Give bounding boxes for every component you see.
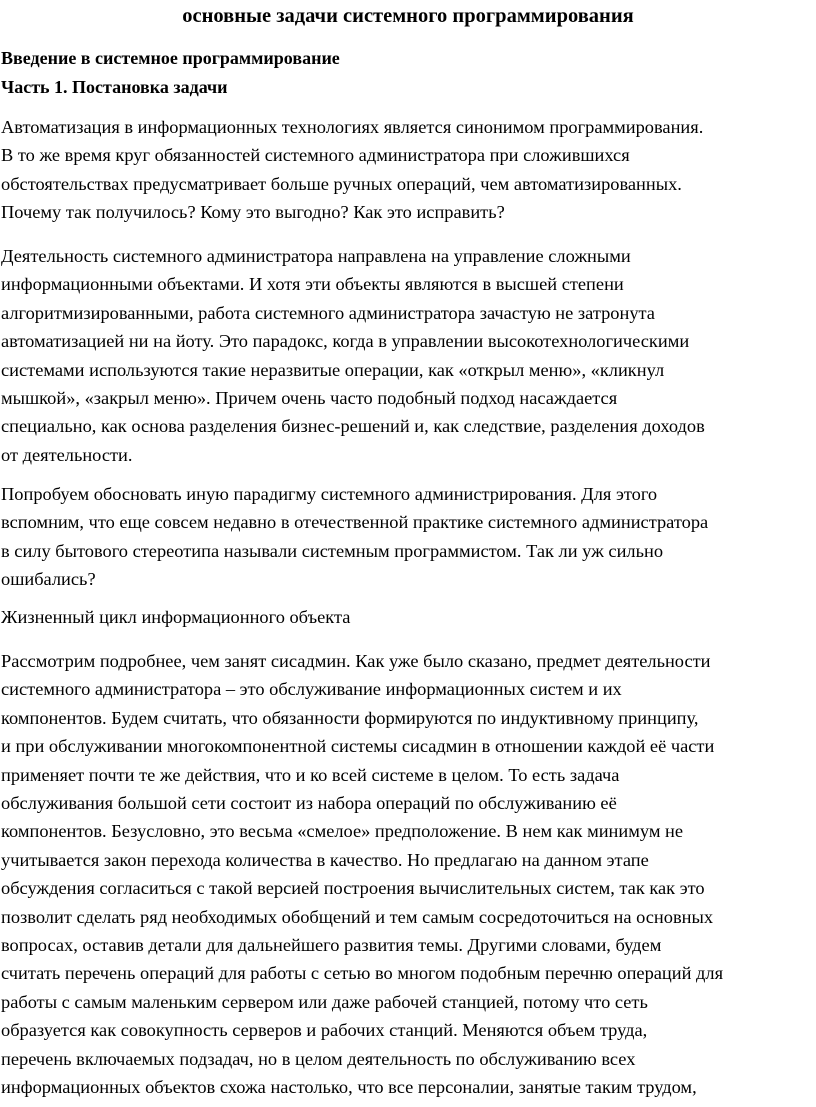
text-line: обстоятельствах предусматривает больше ручных операций, чем автоматизированных.: [1, 173, 682, 194]
text-line: Попробуем обосновать иную парадигму системного администрирования. Для этого: [1, 484, 658, 504]
text-line: обслуживания большой сети состоит из набора операций по обслуживанию её: [1, 793, 617, 814]
paragraph-admin-activity: [1, 242, 814, 469]
text-line: Деятельность системного администратора направлена на управление сложными: [1, 246, 631, 266]
paragraph-automation: [1, 113, 814, 227]
heading-part-1: Часть 1. Постановка задачи: [1, 77, 228, 97]
text-line: работы с самым маленьким сервером или даже рабочей станцией, потому что сеть: [1, 991, 648, 1012]
text-line: учитывается закон перехода количества в качество. Но предлагаю на данном этапе: [1, 849, 649, 870]
text-line: информационных объектов схожа настолько, что все персоналии, занятые таким трудом,: [1, 1077, 697, 1098]
heading-introduction: Введение в системное программирование: [1, 48, 340, 68]
text-line: специально, как основа разделения бизнес-решений и, как следствие, разделения доходов: [1, 416, 705, 437]
text-line: ошибались?: [1, 569, 96, 590]
text-line: вопросах, оставив детали для дальнейшего развития темы. Другими словами, будем: [1, 935, 662, 956]
text-line: компонентов. Безусловно, это весьма «смелое» предположение. В нем как минимум не: [1, 821, 684, 842]
text-line: и при обслуживании многокомпонентной системы сисадмин в отношении каждой её части: [1, 736, 715, 757]
text-line: Рассмотрим подробнее, чем занят сисадмин. Как уже было сказано, предмет деятельности: [1, 651, 711, 671]
text-line: информационными объектами. И хотя эти объекты являются в высшей степени: [1, 274, 624, 295]
text-line: В то же время круг обязанностей системного администратора при сложившихся: [1, 145, 630, 166]
text-line: считать перечень операций для работы с сетью во многом подобным перечню операций для: [1, 963, 724, 984]
text-line: вспомним, что еще совсем недавно в отечественной практике системного администратора: [1, 512, 709, 533]
section-heading-lifecycle: [1, 603, 814, 631]
paragraph-paradigm: [1, 480, 814, 594]
text-line: автоматизацией ни на йоту. Это парадокс, когда в управлении высокотехнологическими: [1, 331, 690, 352]
text-line: обсуждения согласиться с такой версией построения вычислительных систем, так как это: [1, 878, 705, 899]
text-line: применяет почти те же действия, что и ко всей системе в целом. То есть задача: [1, 764, 620, 785]
document-title: основные задачи системного программирования: [182, 5, 634, 27]
text-line: в силу бытового стереотипа называли системным программистом. Так ли уж сильно: [1, 540, 664, 561]
text-line: компонентов. Будем считать, что обязанности формируются по индуктивному принципу,: [1, 707, 699, 728]
text-line: Автоматизация в информационных технологиях является синонимом программирования.: [1, 117, 704, 137]
paragraph-sysadmin-work: [1, 647, 814, 1102]
text-line: перечень включаемых подзадач, но в целом деятельность по обслуживанию всех: [1, 1048, 636, 1069]
text-line: от деятельности.: [1, 444, 133, 465]
text-line: Почему так получилось? Кому это выгодно? Как это исправить?: [1, 202, 505, 223]
text-line: мышкой», «закрыл меню». Причем очень часто подобный подход насаждается: [1, 388, 618, 409]
text-line: позволит сделать ряд необходимых обобщений и тем самым сосредоточиться на основных: [1, 906, 714, 927]
text-line: алгоритмизированными, работа системного администратора зачастую не затронута: [1, 302, 655, 323]
text-line: образуется как совокупность серверов и рабочих станций. Меняются объем труда,: [1, 1020, 648, 1041]
text-line: системного администратора – это обслуживание информационных систем и их: [1, 679, 622, 700]
text-line: системами используются такие неразвитые операции, как «открыл меню», «кликнул: [1, 359, 665, 380]
text-line: Жизненный цикл информационного объекта: [1, 607, 351, 627]
